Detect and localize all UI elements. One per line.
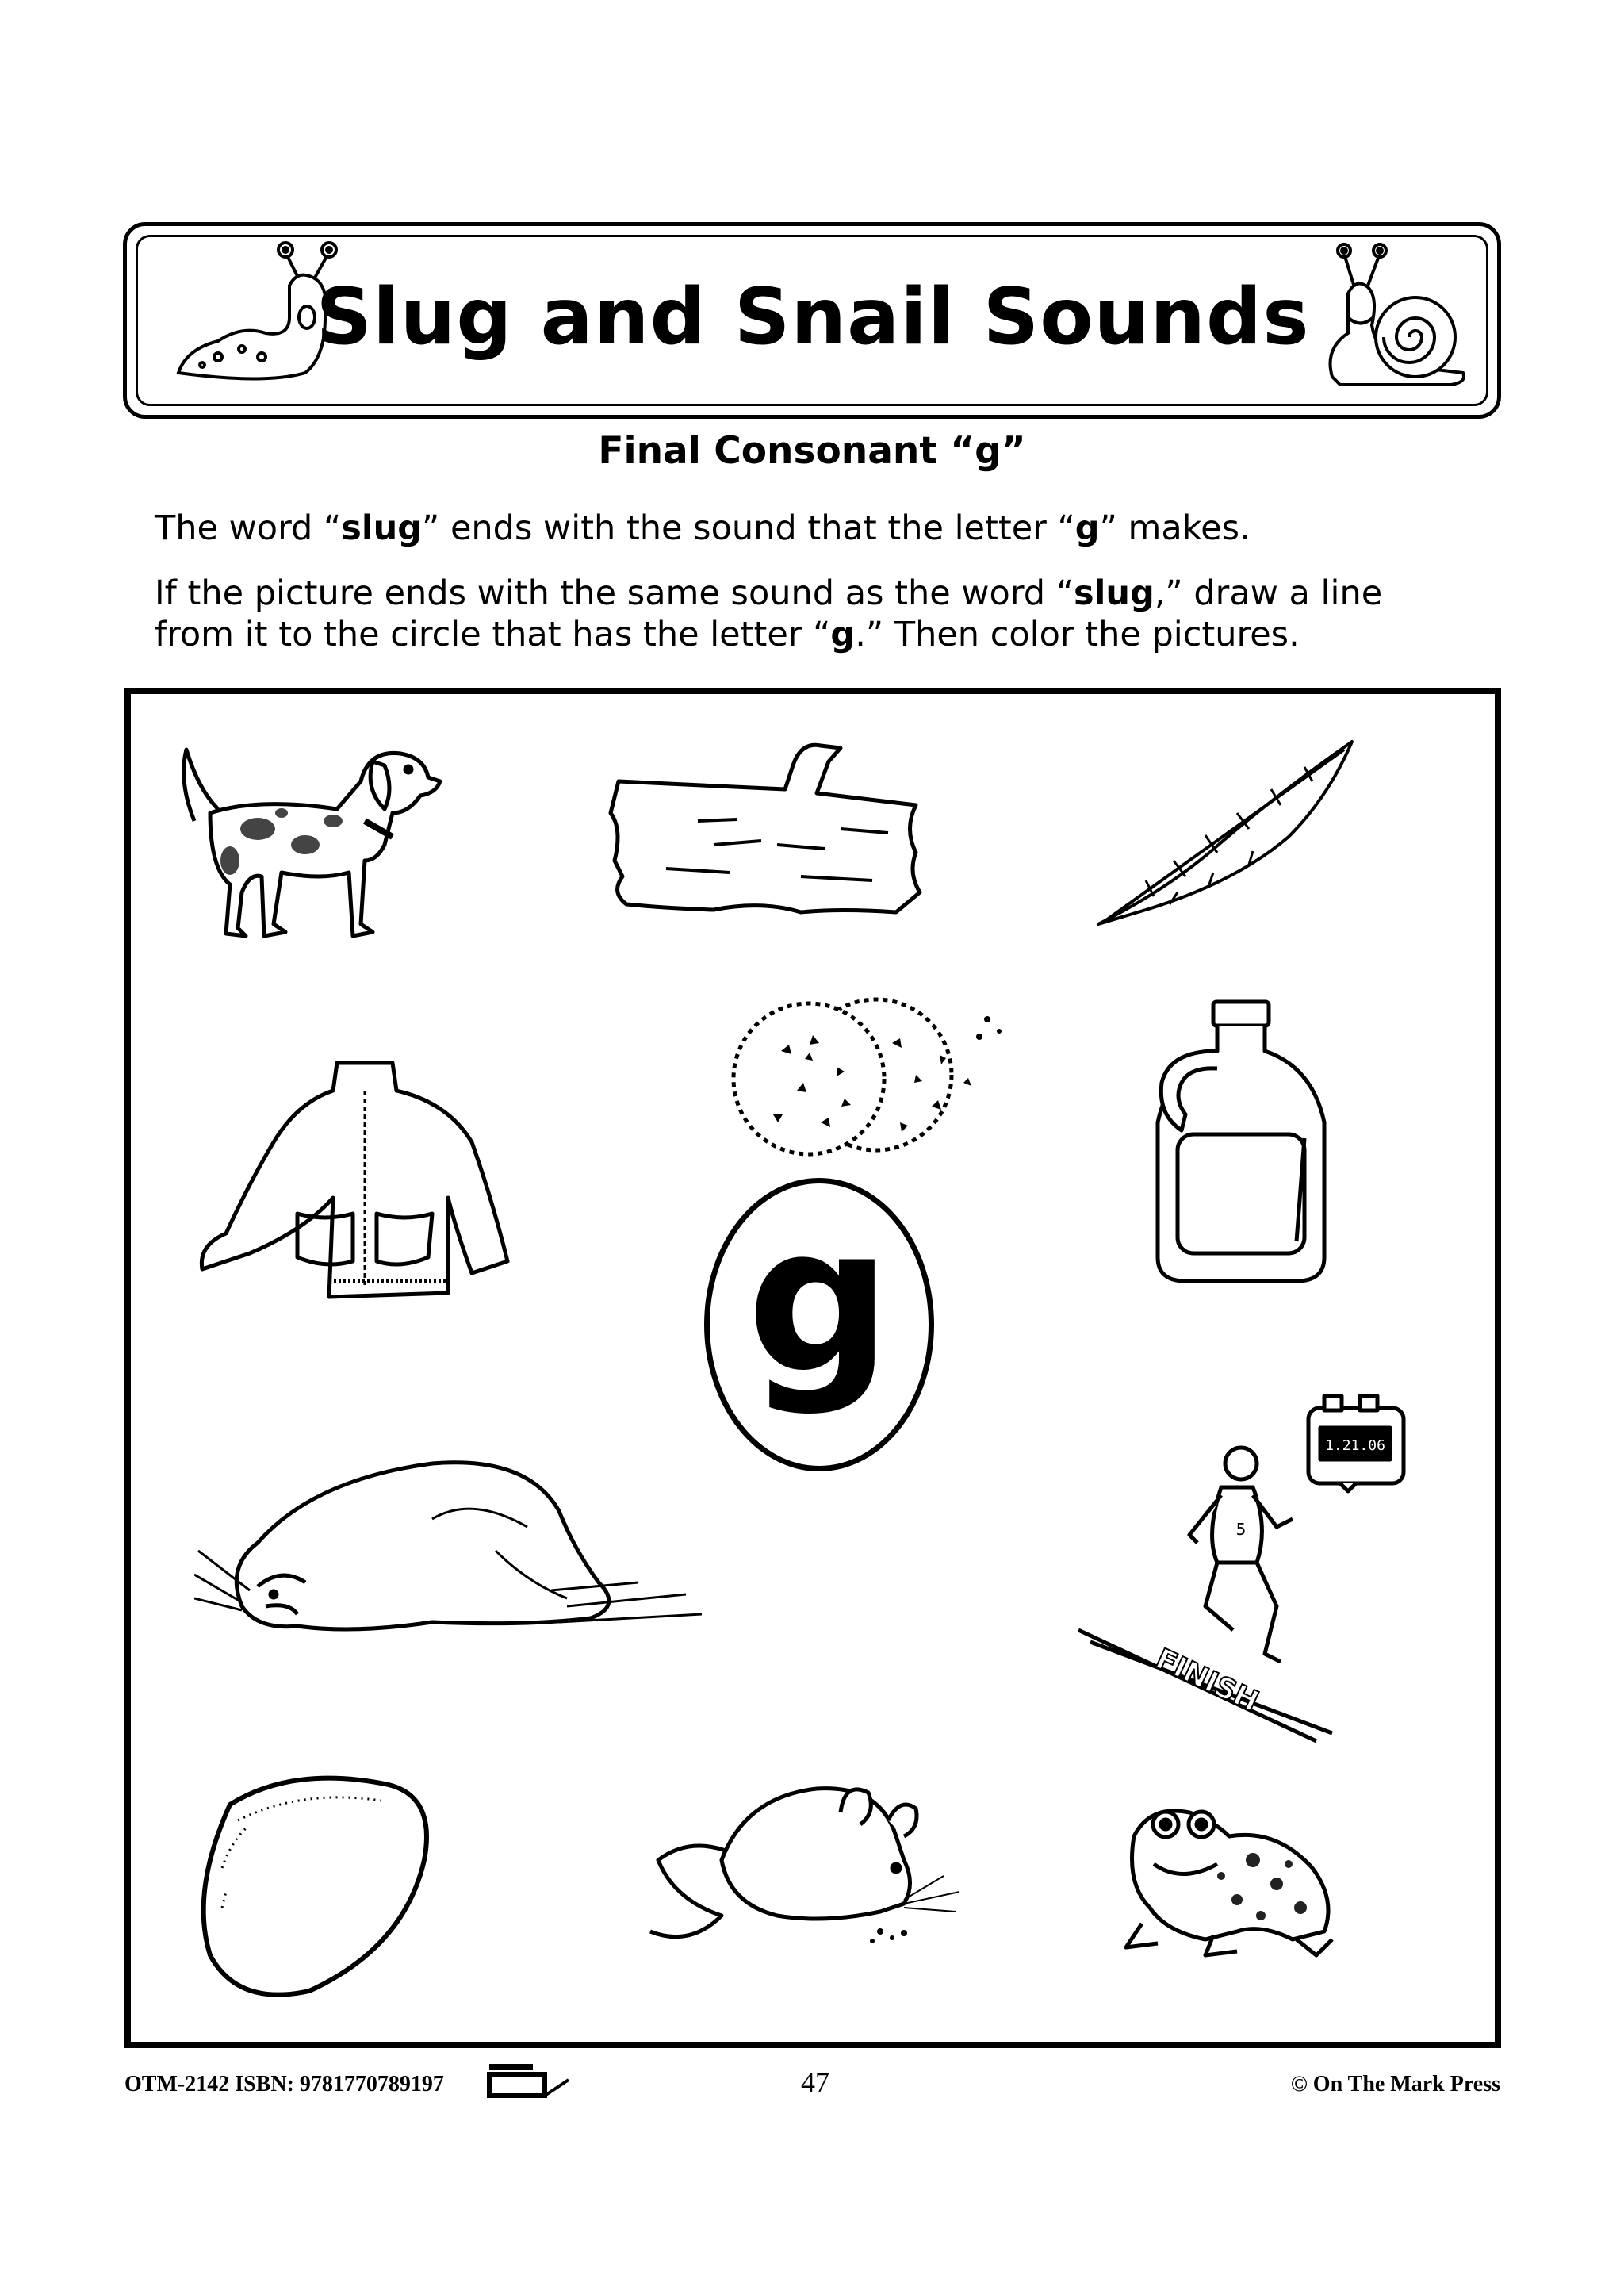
log-picture[interactable] <box>603 734 928 932</box>
page-subtitle: Final Consonant “g” <box>598 429 1026 473</box>
jogger-picture[interactable] <box>1078 1392 1427 1745</box>
jacket-picture[interactable] <box>194 1055 527 1313</box>
publisher-logo-icon <box>485 2062 580 2102</box>
groundhog-picture[interactable] <box>194 1448 702 1666</box>
jug-picture[interactable] <box>1138 995 1344 1289</box>
runner-bib: 5 <box>1235 1520 1247 1539</box>
snail-illustration <box>1316 238 1475 397</box>
frog-picture[interactable] <box>1118 1789 1340 1963</box>
rat-picture[interactable] <box>642 1765 967 1971</box>
instruction-line-1: The word “slug” ends with the sound that the letter “g” makes. <box>155 508 1251 548</box>
instruction-line-2: If the picture ends with the same sound as the word “slug,” draw a line from it to the circle that has the letter “g.” Then color the pictures. <box>155 573 1383 654</box>
footer-publisher: © On The Mark Press <box>1290 2072 1500 2096</box>
page-number: 47 <box>801 2066 829 2098</box>
timer-display: 1.21.06 <box>1325 1437 1385 1454</box>
finish-line-label: FINISH <box>1151 1642 1264 1719</box>
page-title: Slug and Snail Sounds <box>316 272 1310 362</box>
egg-picture[interactable] <box>190 1773 436 2003</box>
center-letter: g <box>746 1183 892 1418</box>
cookies-picture[interactable] <box>726 980 1015 1162</box>
feather-picture[interactable] <box>1090 734 1368 932</box>
footer-code: OTM-2142 ISBN: 9781770789197 <box>124 2072 444 2096</box>
dog-picture[interactable] <box>163 734 448 948</box>
